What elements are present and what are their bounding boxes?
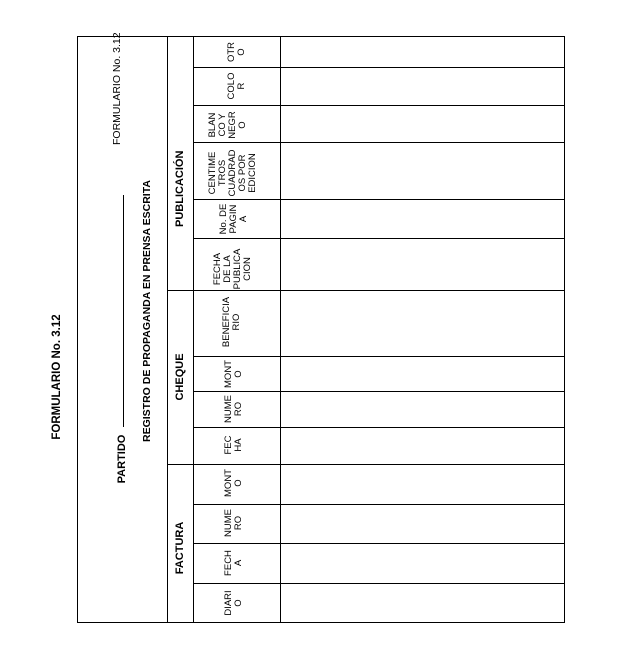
col-otro: OTR O — [226, 41, 247, 63]
partido-label: PARTIDO — [116, 434, 128, 484]
col-color: COLO R — [226, 72, 247, 100]
group-cheque: CHEQUE — [174, 353, 186, 401]
col-no-pagina: No. DE PAGIN A — [218, 203, 249, 235]
group-factura: FACTURA — [174, 521, 186, 575]
outer-title: FORMULARIO No. 3.12 — [51, 314, 63, 440]
col-cheque-fecha: FEC HA — [223, 435, 244, 455]
col-centimetros: CENTIME TROS CUADRAD OS POR EDICION — [207, 149, 258, 197]
partido-blank-line[interactable] — [123, 195, 124, 427]
form-label: FORMULARIO No. 3.12 — [111, 32, 123, 145]
col-cheque-numero: NUME RO — [223, 395, 244, 423]
col-diario: DIARI O — [223, 590, 244, 616]
form-table — [167, 36, 565, 623]
col-factura-fecha: FECH A — [223, 550, 244, 576]
col-blanco-negro: BLAN CO Y NEGR O — [207, 111, 248, 139]
col-cheque-monto: MONT O — [223, 360, 244, 388]
col-factura-monto: MONT O — [223, 469, 244, 497]
col-fecha-publicacion: FECHA DE LA PUBLICA CION — [212, 248, 253, 290]
entry-column-area[interactable] — [281, 36, 564, 623]
registro-title: REGISTRO DE PROPAGANDA EN PRENSA ESCRITA — [141, 180, 153, 442]
col-factura-numero: NUME RO — [223, 509, 244, 537]
col-beneficiario: BENEFICIA RIO — [221, 296, 242, 348]
group-publicacion: PUBLICACIÓN — [174, 150, 186, 227]
